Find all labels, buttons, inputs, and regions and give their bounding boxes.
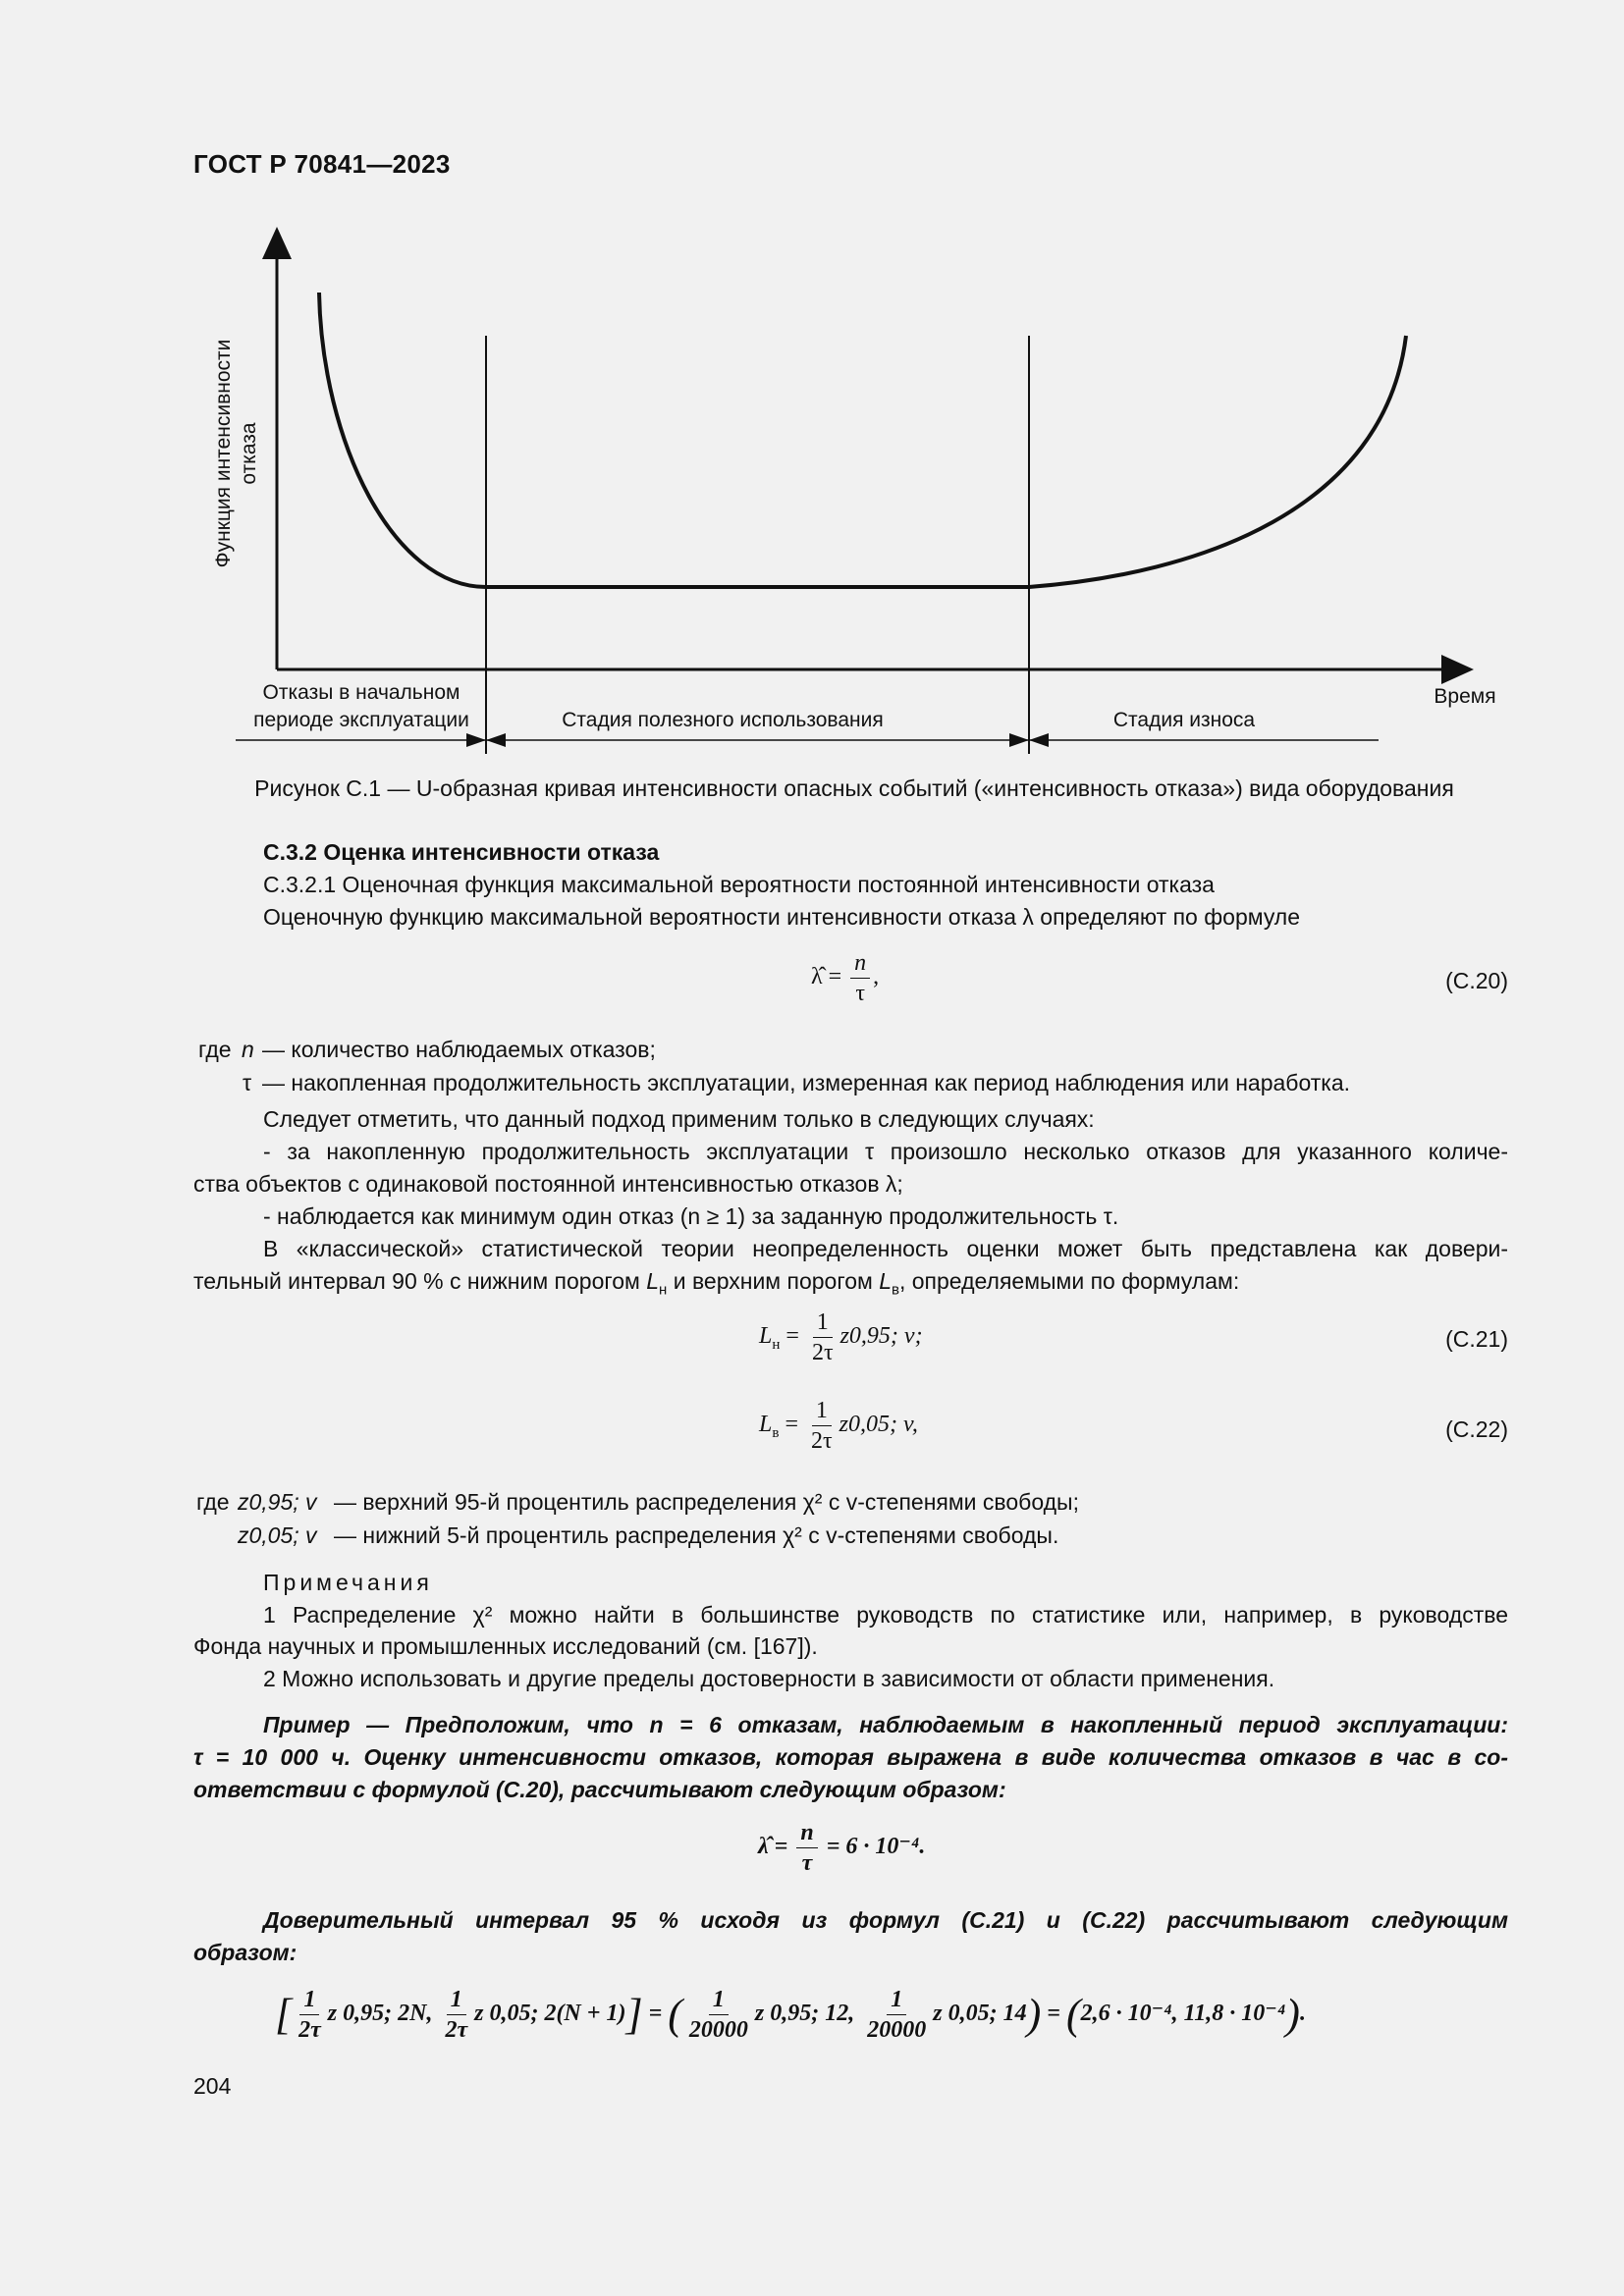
example-equation: λ̂ = $\frac{n}{\tau}$ = 6 · 10⁻⁴.	[758, 1820, 926, 1876]
case1-line2: ства объектов с одинаковой постоянной интенсивностью отказов λ;	[193, 1171, 903, 1197]
case1-line1: - за накопленную продолжительность эксплуатации τ произошло несколько отказов для указанного количе-	[263, 1139, 1508, 1164]
classic-line2: тельный интервал 90 % с нижним порогом $L_н$ и верхним порогом $L_в$, определяемыми по формулам:	[193, 1268, 1240, 1299]
example-line3: ответствии с формулой (С.20), рассчитывают следующим образом:	[193, 1777, 1006, 1802]
equation-c22: $L_в$ = $\frac{1}{2\tau}$ z0,05; v,	[759, 1398, 918, 1454]
definition-tau: — накопленная продолжительность эксплуатации, измеренная как период наблюдения или наработка.	[262, 1070, 1351, 1095]
note2: 2 Можно использовать и другие пределы достоверности в зависимости от области применения.	[263, 1666, 1275, 1691]
note1-line1: 1 Распределение χ² можно найти в большинстве руководств по статистике или, например, в руководстве	[263, 1602, 1508, 1628]
interval-line2: образом:	[193, 1940, 298, 1965]
classic-line1: В «классической» статистической теории неопределенность оценки может быть представлена как довери-	[263, 1236, 1508, 1261]
failure-rate-curve	[319, 293, 1406, 587]
interval-equation: [ $\frac{1}{2\tau}$ z 0,95; 2N, $\frac{1}{2\tau}$ z 0,05; 2(N + 1)] = ( $\frac{1}{20000}$ z 0,95; 12, $\frac{1}{20000}$ z 0,05; 14) = (2,6 · 10⁻⁴, 11,8 · 10⁻⁴).	[275, 1987, 1306, 2043]
section-heading: С.3.2 Оценка интенсивности отказа	[263, 839, 660, 865]
case2: - наблюдается как минимум один отказ (n ≥ 1) за заданную продолжительность τ.	[263, 1203, 1119, 1229]
interval-line1: Доверительный интервал 95 % исходя из формул (С.21) и (С.22) рассчитывают следующим	[263, 1907, 1508, 1933]
figure-caption: Рисунок С.1 — U-образная кривая интенсивности опасных событий («интенсивность отказа») вида оборудования	[254, 775, 1454, 801]
symbol-n: n	[242, 1037, 254, 1062]
definition-z095: — верхний 95-й процентиль распределения χ² с v-степенями свободы;	[334, 1489, 1079, 1515]
equation-c21: $L_н$ = $\frac{1}{2\tau}$ z0,95; v;	[759, 1309, 923, 1365]
note1-line2: Фонда научных и промышленных исследований (см. [167]).	[193, 1633, 818, 1659]
stage1-label-line2: периоде эксплуатации	[253, 709, 469, 731]
definition-z005: — нижний 5-й процентиль распределения χ² с v-степенями свободы.	[334, 1522, 1059, 1548]
notes-title: Примечания	[263, 1570, 433, 1595]
x-axis-label: Время	[1434, 685, 1496, 708]
equation-number-c22: (С.22)	[1445, 1416, 1508, 1442]
cases-intro: Следует отметить, что данный подход применим только в следующих случаях:	[263, 1106, 1095, 1132]
page-number: 204	[193, 2073, 232, 2099]
example-line2: τ = 10 000 ч. Оценку интенсивности отказов, которая выражена в виде количества отказов в час в со-	[193, 1744, 1508, 1770]
symbol-z005: z0,05; v	[238, 1522, 317, 1548]
y-axis-label-line1: Функция интенсивности	[212, 339, 235, 568]
intro-paragraph: Оценочную функцию максимальной вероятности интенсивности отказа λ определяют по формуле	[263, 904, 1301, 930]
document-header: ГОСТ Р 70841—2023	[193, 149, 451, 179]
symbol-tau: τ	[243, 1070, 252, 1095]
equation-number-c20: (С.20)	[1445, 968, 1508, 993]
equation-number-c21: (С.21)	[1445, 1326, 1508, 1352]
y-axis-label-line2: отказа	[238, 422, 260, 485]
where2-label: где	[196, 1489, 230, 1515]
stage1-label-line1: Отказы в начальном	[262, 681, 460, 704]
symbol-z095: z0,95; v	[238, 1489, 317, 1515]
subsection-heading: С.3.2.1 Оценочная функция максимальной вероятности постоянной интенсивности отказа	[263, 872, 1215, 897]
stage3-label: Стадия износа	[1112, 709, 1256, 731]
u-curve-figure	[196, 216, 1512, 766]
stage2-label: Стадия полезного использования	[562, 709, 884, 731]
where-label: где	[198, 1037, 232, 1062]
example-line1: Пример — Предположим, что n = 6 отказам, наблюдаемым в накопленный период эксплуатации:	[263, 1712, 1508, 1737]
definition-n: — количество наблюдаемых отказов;	[262, 1037, 656, 1062]
equation-c20: λ̂ = $\frac{n}{\tau}$ ,	[811, 950, 880, 1006]
